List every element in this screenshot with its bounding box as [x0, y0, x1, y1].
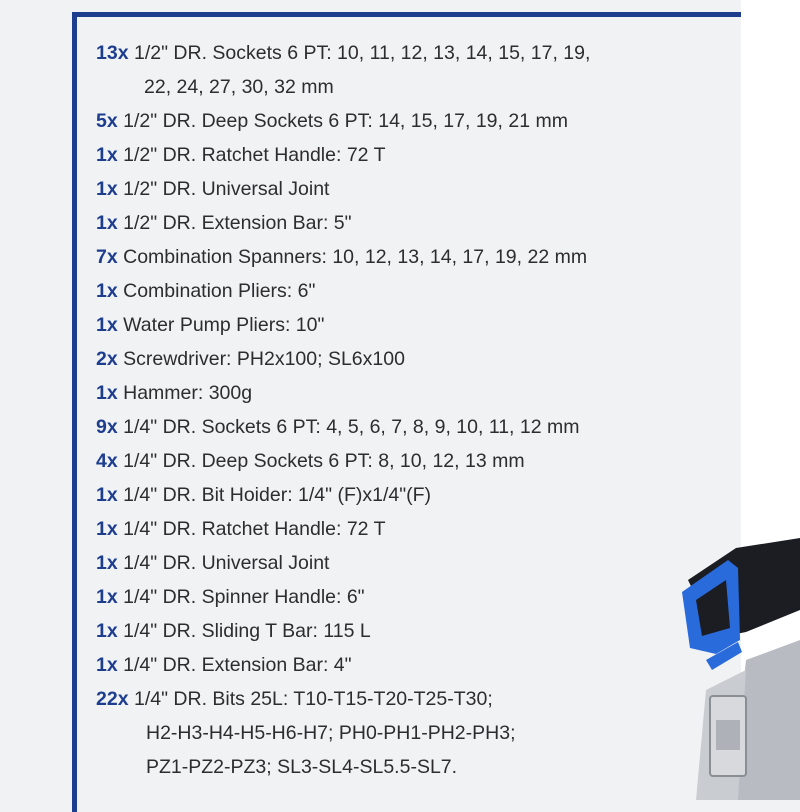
list-item [96, 240, 736, 274]
list-item [96, 36, 736, 104]
item-description: 1/4" DR. Spinner Handle: 6" [123, 586, 365, 608]
item-quantity: 1x [96, 654, 118, 676]
item-quantity: 1x [96, 280, 118, 302]
item-description: 1/4" DR. Sockets 6 PT: 4, 5, 6, 7, 8, 9, 10, 11, 12 mm [123, 416, 580, 438]
list-item [96, 172, 736, 206]
item-quantity: 1x [96, 212, 118, 234]
frame-border-left [72, 12, 77, 812]
item-description: 1/4" DR. Bits 25L: T10-T15-T20-T25-T30; [133, 688, 493, 710]
item-quantity: 1x [96, 144, 118, 166]
item-quantity: 1x [96, 518, 118, 540]
tool-set-contents-list [96, 36, 736, 784]
item-quantity: 7x [96, 246, 118, 268]
item-quantity: 9x [96, 416, 118, 438]
item-description: Screwdriver: PH2x100; SL6x100 [123, 348, 405, 370]
item-description: 1/4" DR. Deep Sockets 6 PT: 8, 10, 12, 13 mm [123, 450, 525, 472]
list-item [96, 138, 736, 172]
item-description: 1/2" DR. Universal Joint [123, 178, 330, 200]
item-quantity: 1x [96, 382, 118, 404]
item-description-continued: 22, 24, 27, 30, 32 mm [144, 76, 334, 98]
list-item [96, 410, 736, 444]
item-description: 1/2" DR. Ratchet Handle: 72 T [123, 144, 386, 166]
list-item [96, 546, 736, 580]
item-description: Hammer: 300g [123, 382, 253, 404]
item-description: 1/2" DR. Deep Sockets 6 PT: 14, 15, 17, 19, 21 mm [123, 110, 568, 132]
item-quantity: 2x [96, 348, 118, 370]
list-item [96, 444, 736, 478]
item-description: 1/4" DR. Universal Joint [123, 552, 330, 574]
item-quantity: 1x [96, 314, 118, 336]
item-description-continued: H2-H3-H4-H5-H6-H7; PH0-PH1-PH2-PH3; [146, 722, 516, 744]
item-description: 1/4" DR. Extension Bar: 4" [123, 654, 352, 676]
item-description: Combination Spanners: 10, 12, 13, 14, 17, 19, 22 mm [123, 246, 588, 268]
list-item [96, 376, 736, 410]
item-description-continued: PZ1-PZ2-PZ3; SL3-SL4-SL5.5-SL7. [146, 756, 458, 778]
item-description: 1/2" DR. Sockets 6 PT: 10, 11, 12, 13, 14, 15, 17, 19, [133, 42, 591, 64]
list-item [96, 206, 736, 240]
item-quantity: 1x [96, 178, 118, 200]
item-quantity: 4x [96, 450, 118, 472]
list-item [96, 478, 736, 512]
item-quantity: 5x [96, 110, 118, 132]
list-item [96, 648, 736, 682]
item-description: Combination Pliers: 6" [123, 280, 316, 302]
list-item [96, 580, 736, 614]
list-item [96, 308, 736, 342]
item-description: Water Pump Pliers: 10" [123, 314, 325, 336]
item-description: 1/4" DR. Sliding T Bar: 115 L [123, 620, 371, 642]
list-item [96, 104, 736, 138]
list-item [96, 682, 736, 784]
frame-border-top [72, 12, 800, 17]
item-quantity: 1x [96, 586, 118, 608]
item-description: 1/4" DR. Bit Hoider: 1/4" (F)x1/4"(F) [123, 484, 432, 506]
item-description: 1/4" DR. Ratchet Handle: 72 T [123, 518, 386, 540]
item-quantity: 22x [96, 688, 129, 710]
list-item [96, 512, 736, 546]
item-quantity: 13x [96, 42, 129, 64]
list-item [96, 342, 736, 376]
list-item [96, 274, 736, 308]
item-quantity: 1x [96, 552, 118, 574]
item-quantity: 1x [96, 620, 118, 642]
item-description: 1/2" DR. Extension Bar: 5" [123, 212, 352, 234]
item-quantity: 1x [96, 484, 118, 506]
list-item [96, 614, 736, 648]
